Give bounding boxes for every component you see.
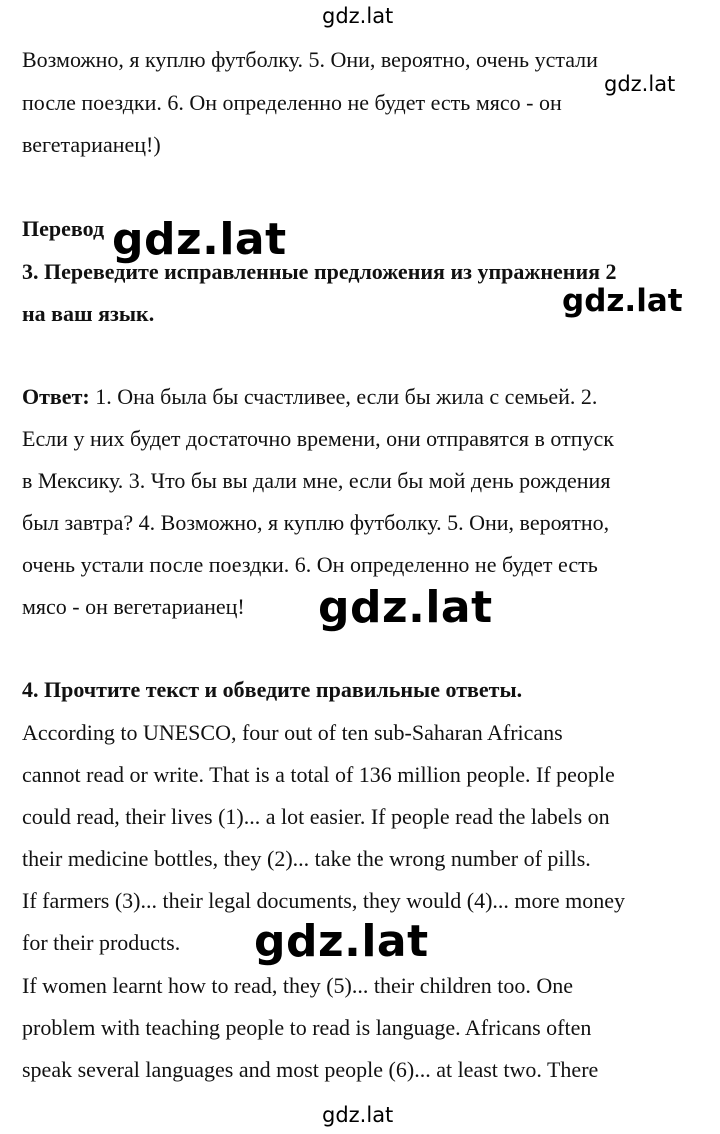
- text-line-2: после поездки. 6. Он определенно не будет есть мясо - он: [22, 90, 562, 115]
- task4-title: 4. Прочтите текст и обведите правильные ответы.: [22, 677, 523, 702]
- task4-line-1: According to UNESCO, four out of ten sub-Saharan Africans: [22, 720, 563, 745]
- watermark-top-right: gdz.lat: [604, 72, 676, 96]
- watermark-big-1: gdz.lat: [112, 214, 287, 265]
- watermark-top: gdz.lat: [322, 4, 394, 28]
- task4-line-3: could read, their lives (1)... a lot easier. If people read the labels on: [22, 804, 610, 829]
- text-line-1: Возможно, я куплю футболку. 5. Они, вероятно, очень устали: [22, 47, 598, 72]
- watermark-right-mid: gdz.lat: [562, 283, 683, 319]
- task4-line-2: cannot read or write. That is a total of 136 million people. If people: [22, 762, 615, 787]
- answer-line-4: был завтра? 4. Возможно, я куплю футболку. 5. Они, вероятно,: [22, 510, 610, 535]
- section-title: Перевод: [22, 216, 105, 241]
- answer-text: 1. Она была бы счастливее, если бы жила с семьей. 2.: [95, 384, 598, 409]
- answer-line-6: мясо - он вегетарианец!: [22, 594, 245, 619]
- answer-line-5: очень устали после поездки. 6. Он определенно не будет есть: [22, 552, 598, 577]
- task4-line-4: their medicine bottles, they (2)... take the wrong number of pills.: [22, 846, 591, 871]
- task3-title-line-2: на ваш язык.: [22, 301, 155, 326]
- task4-line-6: for their products.: [22, 930, 181, 955]
- task4-line-5: If farmers (3)... their legal documents, they would (4)... more money: [22, 888, 625, 913]
- watermark-bottom: gdz.lat: [322, 1103, 394, 1127]
- answer-line-2: Если у них будет достаточно времени, они отправятся в отпуск: [22, 426, 614, 451]
- answer-label: Ответ:: [22, 384, 90, 409]
- answer-first-line: [22, 383, 700, 411]
- task3-title-line-1: 3. Переведите исправленные предложения из упражнения 2: [22, 259, 617, 284]
- watermark-big-3: gdz.lat: [254, 916, 429, 967]
- watermark-big-2: gdz.lat: [318, 582, 493, 633]
- answer-line-3: в Мексику. 3. Что бы вы дали мне, если бы мой день рождения: [22, 468, 611, 493]
- task4-line-9: speak several languages and most people (6)... at least two. There: [22, 1057, 599, 1082]
- task4-line-7: If women learnt how to read, they (5)... their children too. One: [22, 973, 574, 998]
- text-line-3: вегетарианец!): [22, 132, 161, 157]
- task4-line-8: problem with teaching people to read is language. Africans often: [22, 1015, 592, 1040]
